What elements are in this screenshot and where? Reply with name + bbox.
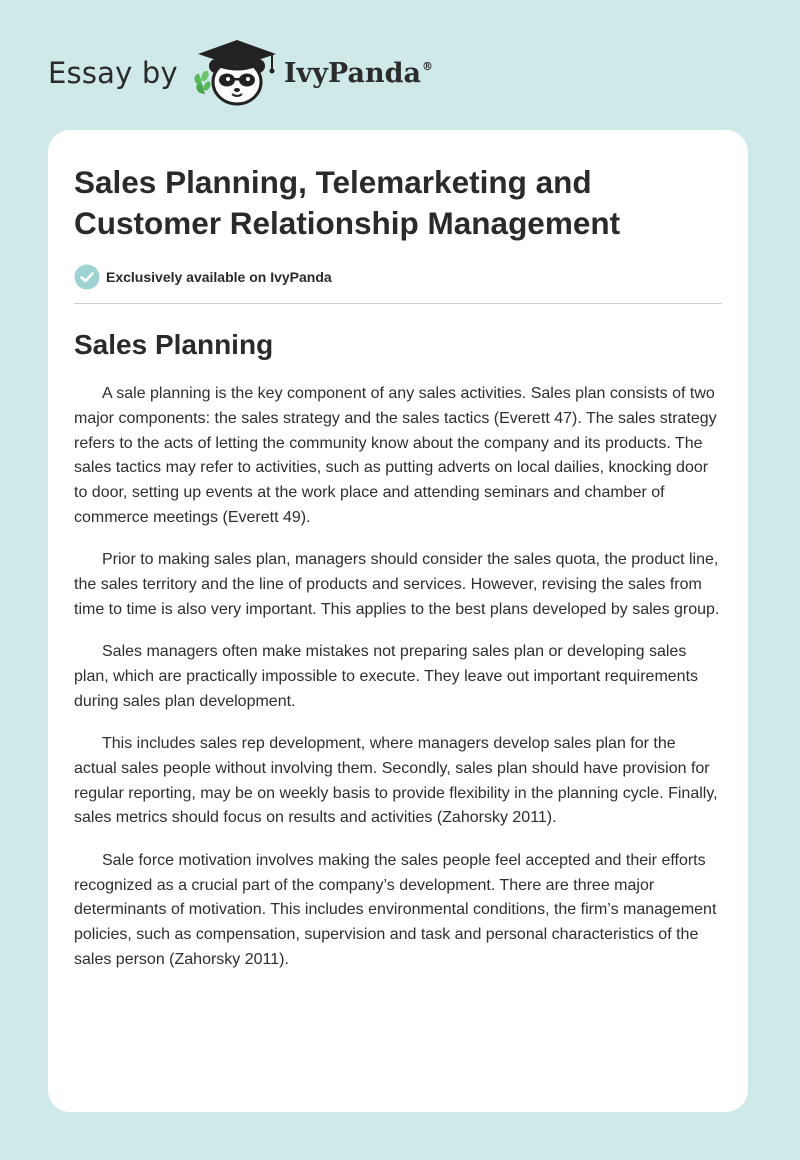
brand-header[interactable] xyxy=(48,36,433,110)
brand-prefix: Essay by xyxy=(48,56,178,90)
exclusive-badge-text: Exclusively available on IvyPanda xyxy=(106,269,332,285)
paragraph-3: Sales managers often make mistakes not preparing sales plan or developing sales plan, which are practically impossible to execute. They leave out important requirements during sales plan development. xyxy=(74,643,699,710)
paragraph-5: Sale force motivation involves making the sales people feel accepted and their efforts recognized as a crucial part of the company’s development. There are three major determinants of motivation. This includes environmental conditions, the firm’s management policies, such as compensation, supervision and task and personal characteristics of the sales person (Zahorsky 2011). xyxy=(74,851,717,968)
article-card xyxy=(48,130,748,1112)
section-title: Sales Planning xyxy=(74,329,274,360)
paragraph-1: A sale planning is the key component of any sales activities. Sales plan consists of two major components: the sales strategy and the sales tactics (Everett 47). The sales strategy refers to the acts of letting the community know about the company and its products. The sales tactics may refer to activities, such as putting adverts on local dailies, knocking door to door, setting up events at the work place and attending seminars and chamber of commerce meetings (Everett 49). xyxy=(74,385,717,526)
checkmark-circle-icon xyxy=(74,264,100,290)
paragraph-2: Prior to making sales plan, managers should consider the sales quota, the product line, the sales territory and the line of products and services. However, revising the sales from time to time is also very important. This applies to the best plans developed by sales group. xyxy=(74,551,720,618)
panda-graduate-icon xyxy=(192,36,280,110)
divider xyxy=(74,303,722,304)
article-title: Sales Planning, Telemarketing and Customer Relationship Management xyxy=(74,164,621,241)
trademark-symbol: ® xyxy=(421,59,433,73)
brand-name: IvyPanda® xyxy=(283,57,433,89)
paragraph-4: This includes sales rep development, where managers develop sales plan for the actual sales people without involving them. Secondly, sales plan should have provision for regular reporting, may be on weekly basis to provide flexibility in the planning cycle. Finally, sales metrics should focus on results and activities (Zahorsky 2011). xyxy=(74,735,718,827)
exclusive-badge xyxy=(74,263,722,291)
